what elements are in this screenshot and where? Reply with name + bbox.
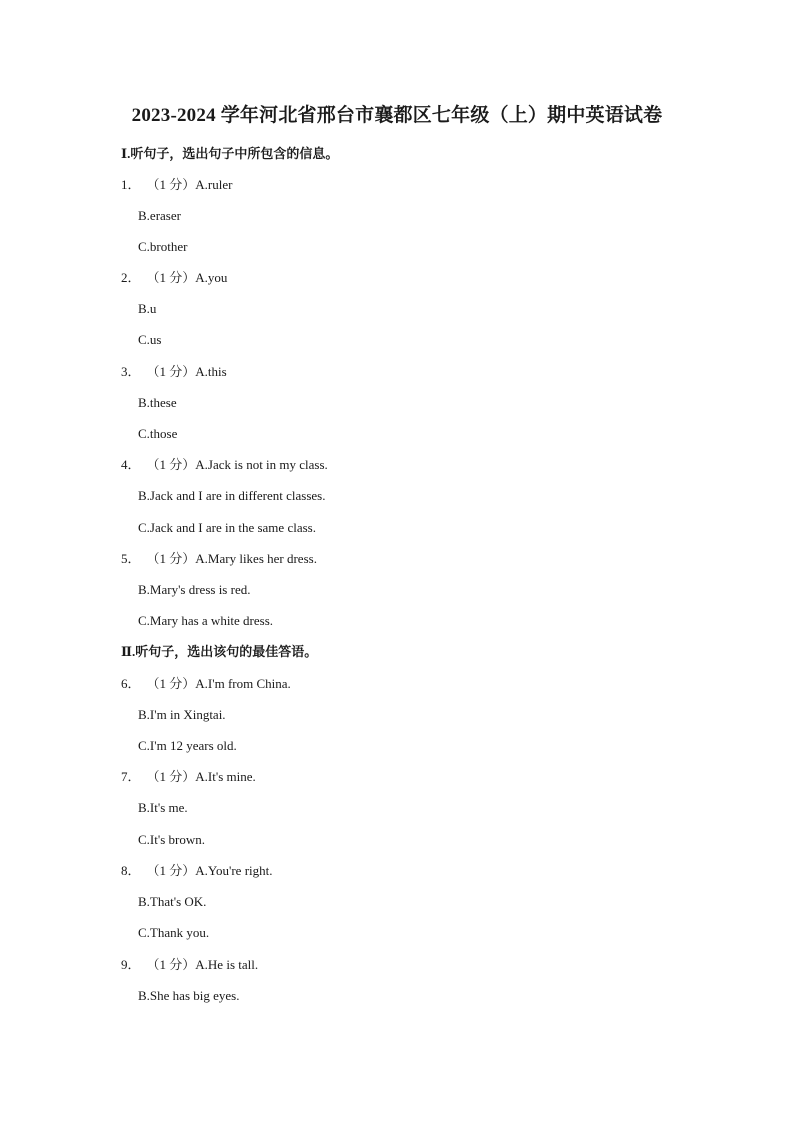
question-6-option-b: B.I'm in Xingtai. [138, 707, 226, 722]
question-1-option-c: C.brother [138, 239, 188, 254]
question-4 [121, 455, 328, 475]
question-score: （1 分） [146, 551, 196, 566]
question-2 [121, 268, 227, 288]
section-heading-1: Ⅰ.听句子，选出句子中所包含的信息。 [121, 146, 339, 161]
question-number: 6． [121, 676, 141, 691]
question-number: 9． [121, 957, 141, 972]
option-a: A.this [195, 364, 227, 379]
question-8-option-b: B.That's OK. [138, 894, 207, 909]
question-score: （1 分） [146, 863, 196, 878]
option-a: A.You're right. [195, 863, 273, 878]
question-7-option-b: B.It's me. [138, 800, 188, 815]
question-7 [121, 767, 256, 787]
question-8-option-c: C.Thank you. [138, 925, 210, 940]
question-number: 7． [121, 769, 141, 784]
question-2-option-c: C.us [138, 332, 162, 347]
question-3-option-c: C.those [138, 426, 178, 441]
question-number: 3． [121, 364, 141, 379]
question-3 [121, 362, 227, 382]
question-7-option-c: C.It's brown. [138, 832, 205, 847]
question-2-option-b: B.u [138, 301, 157, 316]
question-1 [121, 175, 232, 195]
question-1-option-b: B.eraser [138, 208, 181, 223]
question-score: （1 分） [146, 957, 196, 972]
question-number: 4． [121, 457, 141, 472]
question-number: 8． [121, 863, 141, 878]
question-4-option-c: C.Jack and I are in the same class. [138, 520, 316, 535]
option-a: A.It's mine. [195, 769, 256, 784]
option-a: A.you [195, 270, 228, 285]
question-score: （1 分） [146, 364, 196, 379]
question-score: （1 分） [146, 457, 196, 472]
question-5-option-b: B.Mary's dress is red. [138, 582, 251, 597]
question-9 [121, 955, 258, 975]
question-6-option-c: C.I'm 12 years old. [138, 738, 237, 753]
question-3-option-b: B.these [138, 395, 177, 410]
section-heading-2: Ⅱ.听句子，选出该句的最佳答语。 [121, 644, 318, 659]
option-a: A.Jack is not in my class. [195, 457, 328, 472]
option-a: A.I'm from China. [195, 676, 291, 691]
question-8 [121, 861, 273, 881]
question-5-option-c: C.Mary has a white dress. [138, 613, 274, 628]
question-score: （1 分） [146, 177, 196, 192]
question-number: 1． [121, 177, 141, 192]
option-a: A.ruler [195, 177, 233, 192]
question-9-option-b: B.She has big eyes. [138, 988, 240, 1003]
question-number: 5． [121, 551, 141, 566]
question-number: 2． [121, 270, 141, 285]
option-a: A.He is tall. [195, 957, 259, 972]
question-4-option-b: B.Jack and I are in different classes. [138, 488, 326, 503]
question-5 [121, 549, 317, 569]
question-score: （1 分） [146, 270, 196, 285]
question-score: （1 分） [146, 769, 196, 784]
page-title: 2023-2024 学年河北省邢台市襄都区七年级（上）期中英语试卷 [131, 105, 663, 126]
question-6 [121, 674, 291, 694]
option-a: A.Mary likes her dress. [195, 551, 317, 566]
question-score: （1 分） [146, 676, 196, 691]
